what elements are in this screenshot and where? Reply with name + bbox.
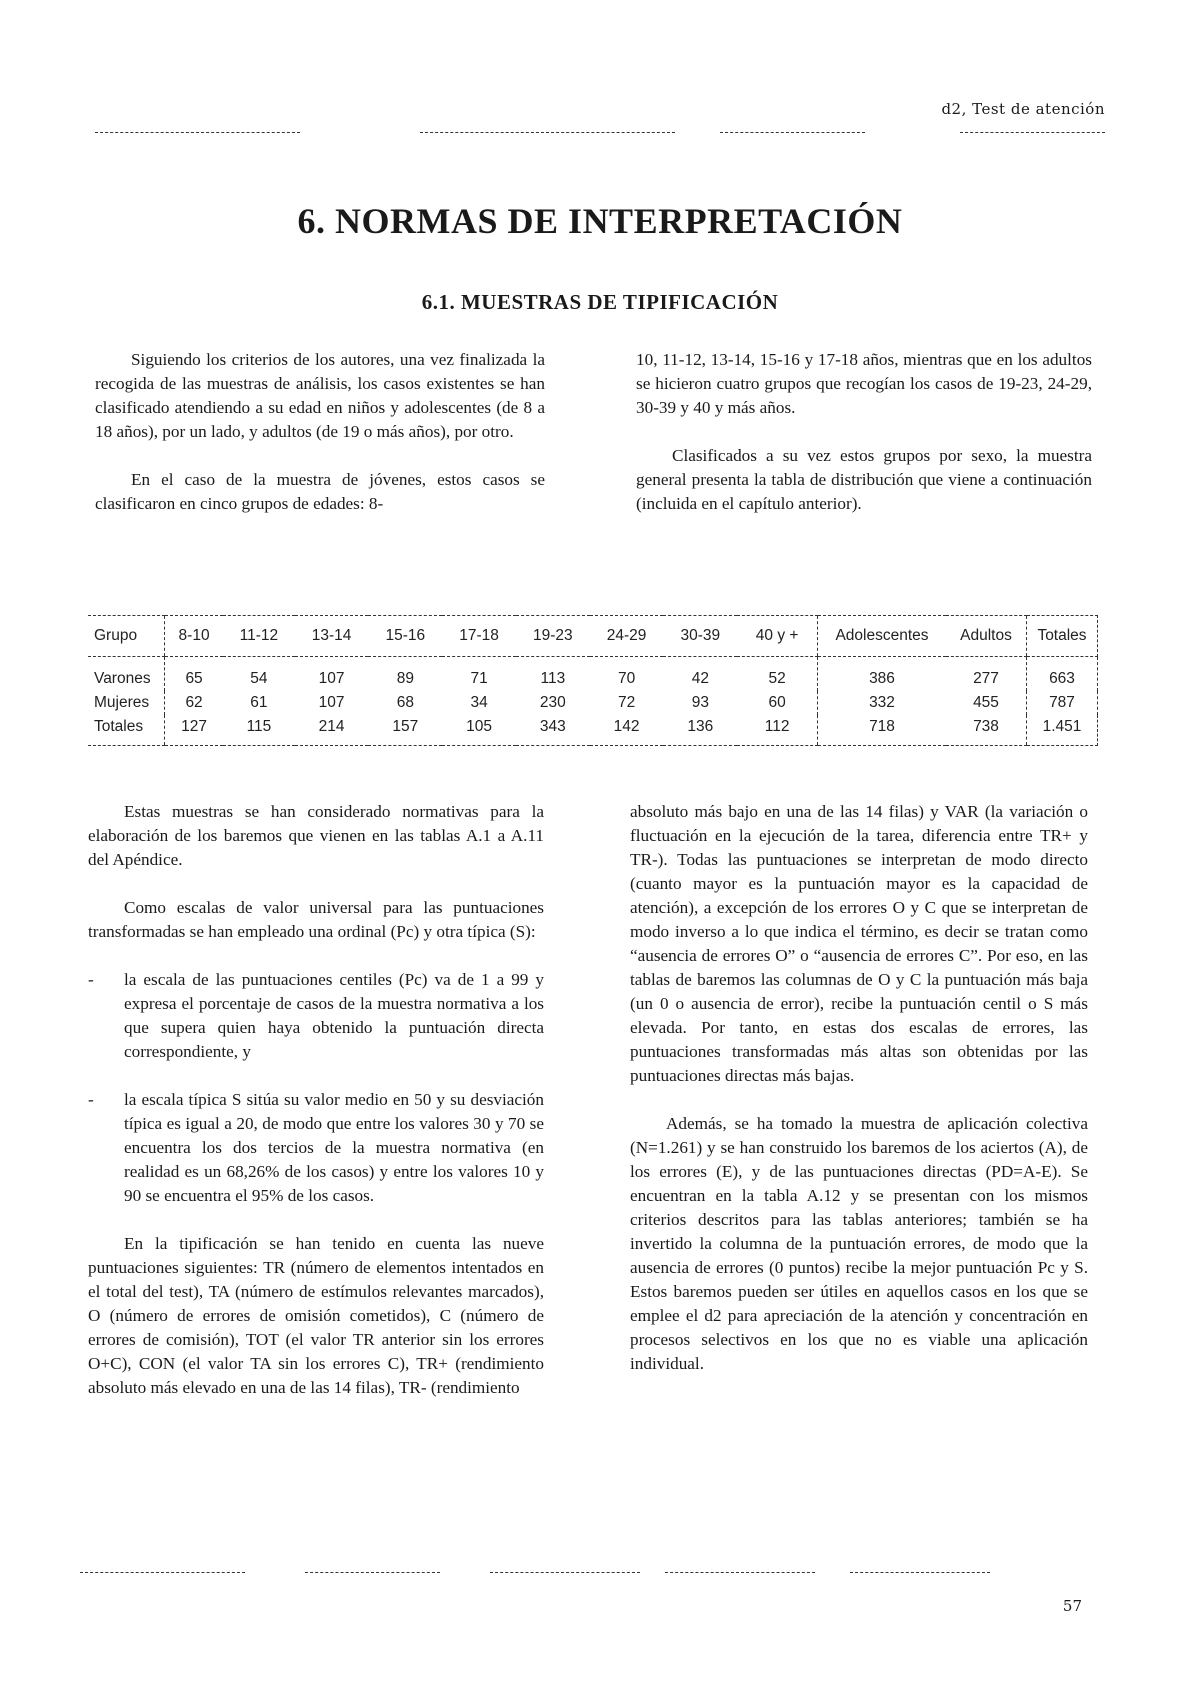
table-cell: 70 (617, 670, 636, 687)
table-header-row (88, 616, 1098, 657)
table-cell: 89 (396, 670, 414, 687)
header-rule-1 (95, 132, 300, 133)
table-cell: 52 (768, 670, 786, 687)
table-cell: Mujeres (94, 694, 150, 711)
table-cell: 113 (540, 670, 566, 687)
page-title: 6. NORMAS DE INTERPRETACIÓN (297, 201, 903, 241)
table-cell: 42 (691, 670, 709, 687)
paragraph: En el caso de la muestra de jóvenes, estos casos se clasificaron en cinco grupos de edades: 8- (95, 470, 545, 513)
table-header-cell: 13-14 (295, 616, 369, 657)
table-cell: 787 (1027, 691, 1098, 715)
table-cell: 65 (165, 657, 224, 692)
top-right-column (636, 348, 1092, 516)
table-header-cell: Adultos (946, 616, 1027, 657)
footer-rule-4 (665, 1572, 815, 1573)
table-cell: 386 (818, 657, 947, 692)
table-cell: 60 (768, 694, 786, 711)
table-header-cell: 40 y + (737, 616, 817, 657)
table-cell: 107 (318, 694, 345, 711)
table-cell: 107 (318, 670, 345, 687)
table-cell: 142 (590, 715, 664, 746)
table-cell: 214 (295, 715, 369, 746)
table-cell: 115 (223, 715, 295, 746)
table-row (88, 657, 1098, 692)
list-item (88, 968, 544, 1064)
table-header-cell: 8-10 (165, 616, 224, 657)
top-left-column (95, 348, 545, 516)
table-header-cell: 17-18 (442, 616, 516, 657)
table-cell: 1.451 (1027, 715, 1098, 746)
header-rule-3 (720, 132, 865, 133)
distribution-table (88, 615, 1098, 746)
table-header-cell: 19-23 (516, 616, 590, 657)
table-cell: 93 (691, 694, 709, 711)
table-header-cell: Adolescentes (818, 616, 947, 657)
table-cell: 71 (470, 670, 488, 687)
paragraph: Siguiendo los criterios de los autores, una vez finalizada la recogida de las muestras de análisis, los casos existentes se han clasificado atendiendo a su edad en niños y adolescentes (de 8 a 18 años), por un lado, y adultos (de 19 o más años), por otro. (95, 350, 545, 441)
table-cell: 136 (663, 715, 737, 746)
table-cell: 127 (165, 715, 224, 746)
bullet-dash: - (88, 1090, 94, 1109)
table-cell: Varones (94, 670, 151, 687)
table-cell: 61 (250, 694, 268, 711)
paragraph: Además, se ha tomado la muestra de aplicación colectiva (N=1.261) y se han construido los baremos de los aciertos (A), de los errores (E), y de las puntuaciones directas (PD=A-E). Se encuentran en la tabla A.12 y se presentan con los mismos criterios descritos para las tablas anteriores; también se ha invertido la columna de la puntuación errores, de modo que la ausencia de errores (0 puntos) recibe la mejor puntuación Pc y S. Estos baremos pueden ser útiles en aquellos casos en los que se emplee el d2 para apreciación de la atención y concentración en procesos selectivos en los que no es viable una aplicación individual. (630, 1114, 1088, 1373)
paragraph: absoluto más bajo en una de las 14 filas) y VAR (la variación o fluctuación en la ejecución de la tarea, diferencia entre TR+ y TR-). Todas las puntuaciones se interpretan de modo directo (cuanto mayor es la puntuación mayor es la capacidad de atención), a excepción de los errores O y C que se interpretan de modo inverso a lo que indica el término, es decir se tratan como “ausencia de errores O” o “ausencia de errores C”. Por eso, en las tablas de baremos las columnas de O y C la puntuación más baja (un 0 o ausencia de error), recibe la puntuación centil o S más elevada. Por tanto, en estas dos escalas de errores, las puntuaciones transformadas más altas son obtenidas por las puntuaciones directas más bajas. (630, 802, 1088, 1085)
footer-rule-1 (80, 1572, 245, 1573)
table-cell: 34 (470, 694, 488, 711)
section-title: 6.1. MUESTRAS DE TIPIFICACIÓN (421, 290, 779, 314)
table-row (88, 691, 1098, 715)
table-cell: 332 (818, 691, 947, 715)
table-cell: 455 (973, 694, 999, 711)
header-rule-4 (960, 132, 1105, 133)
table-header-cell: 11-12 (223, 616, 295, 657)
bullet-dash: - (88, 970, 94, 989)
table-cell: 277 (973, 670, 999, 687)
bottom-left-column (88, 800, 544, 1400)
table-header-cell: Totales (1027, 616, 1098, 657)
table-header-cell: Grupo (88, 616, 165, 657)
list-item-text: la escala típica S sitúa su valor medio en 50 y su desviación típica es igual a 20, de modo que entre los valores 30 y 70 se encuentra los dos tercios de la muestra normativa (en realidad es un 68,26% de los casos) y entre los valores 10 y 90 se encuentra el 95% de los casos. (124, 1090, 544, 1205)
table-cell: 718 (818, 715, 947, 746)
table-cell: 72 (617, 694, 636, 711)
paragraph: Clasificados a su vez estos grupos por sexo, la muestra general presenta la tabla de distribución que viene a continuación (incluida en el capítulo anterior). (636, 446, 1092, 513)
table-cell: 663 (1027, 657, 1098, 692)
paragraph: Como escalas de valor universal para las puntuaciones transformadas se han empleado una ordinal (Pc) y otra típica (S): (88, 898, 544, 941)
header-rule-2 (420, 132, 675, 133)
paragraph: 10, 11-12, 13-14, 15-16 y 17-18 años, mientras que en los adultos se hicieron cuatro grupos que recogían los casos de 19-23, 24-29, 30-39 y 40 y más años. (636, 350, 1092, 417)
paragraph: En la tipificación se han tenido en cuenta las nueve puntuaciones siguientes: TR (número de elementos intentados en el total del test), TA (número de estímulos relevantes marcados), O (número de errores de omisión cometidos), C (número de errores de comisión), TOT (el valor TR anterior sin los errores O+C), CON (el valor TA sin los errores C), TR+ (rendimiento absoluto más elevado en una de las 14 filas), TR- (rendimiento (88, 1234, 544, 1397)
running-title: d2, Test de atención (941, 100, 1105, 118)
list-item (88, 1088, 544, 1208)
table-cell: 343 (516, 715, 590, 746)
bottom-right-column (630, 800, 1088, 1376)
footer-rule-3 (490, 1572, 640, 1573)
table-header-cell: 24-29 (590, 616, 664, 657)
list-item-text: la escala de las puntuaciones centiles (Pc) va de 1 a 99 y expresa el porcentaje de casos de la muestra normativa a los que supera quien haya obtenido la puntuación directa correspondiente, y (124, 970, 544, 1061)
table-cell: 105 (442, 715, 516, 746)
table-cell: 68 (396, 694, 414, 711)
table-row (88, 715, 1098, 746)
table-cell: 62 (165, 691, 224, 715)
paragraph: Estas muestras se han considerado normativas para la elaboración de los baremos que vienen en las tablas A.1 a A.11 del Apéndice. (88, 802, 544, 869)
footer-rule-2 (305, 1572, 440, 1573)
table-cell: 230 (539, 694, 566, 711)
page-number: 57 (1062, 1597, 1082, 1615)
table-header-cell: 15-16 (368, 616, 442, 657)
table-cell: Totales (88, 715, 165, 746)
footer-rule-5 (850, 1572, 990, 1573)
table-cell: 738 (946, 715, 1027, 746)
table-cell: 54 (250, 670, 268, 687)
table-cell: 112 (737, 715, 817, 746)
table-cell: 157 (368, 715, 442, 746)
table-header-cell: 30-39 (663, 616, 737, 657)
